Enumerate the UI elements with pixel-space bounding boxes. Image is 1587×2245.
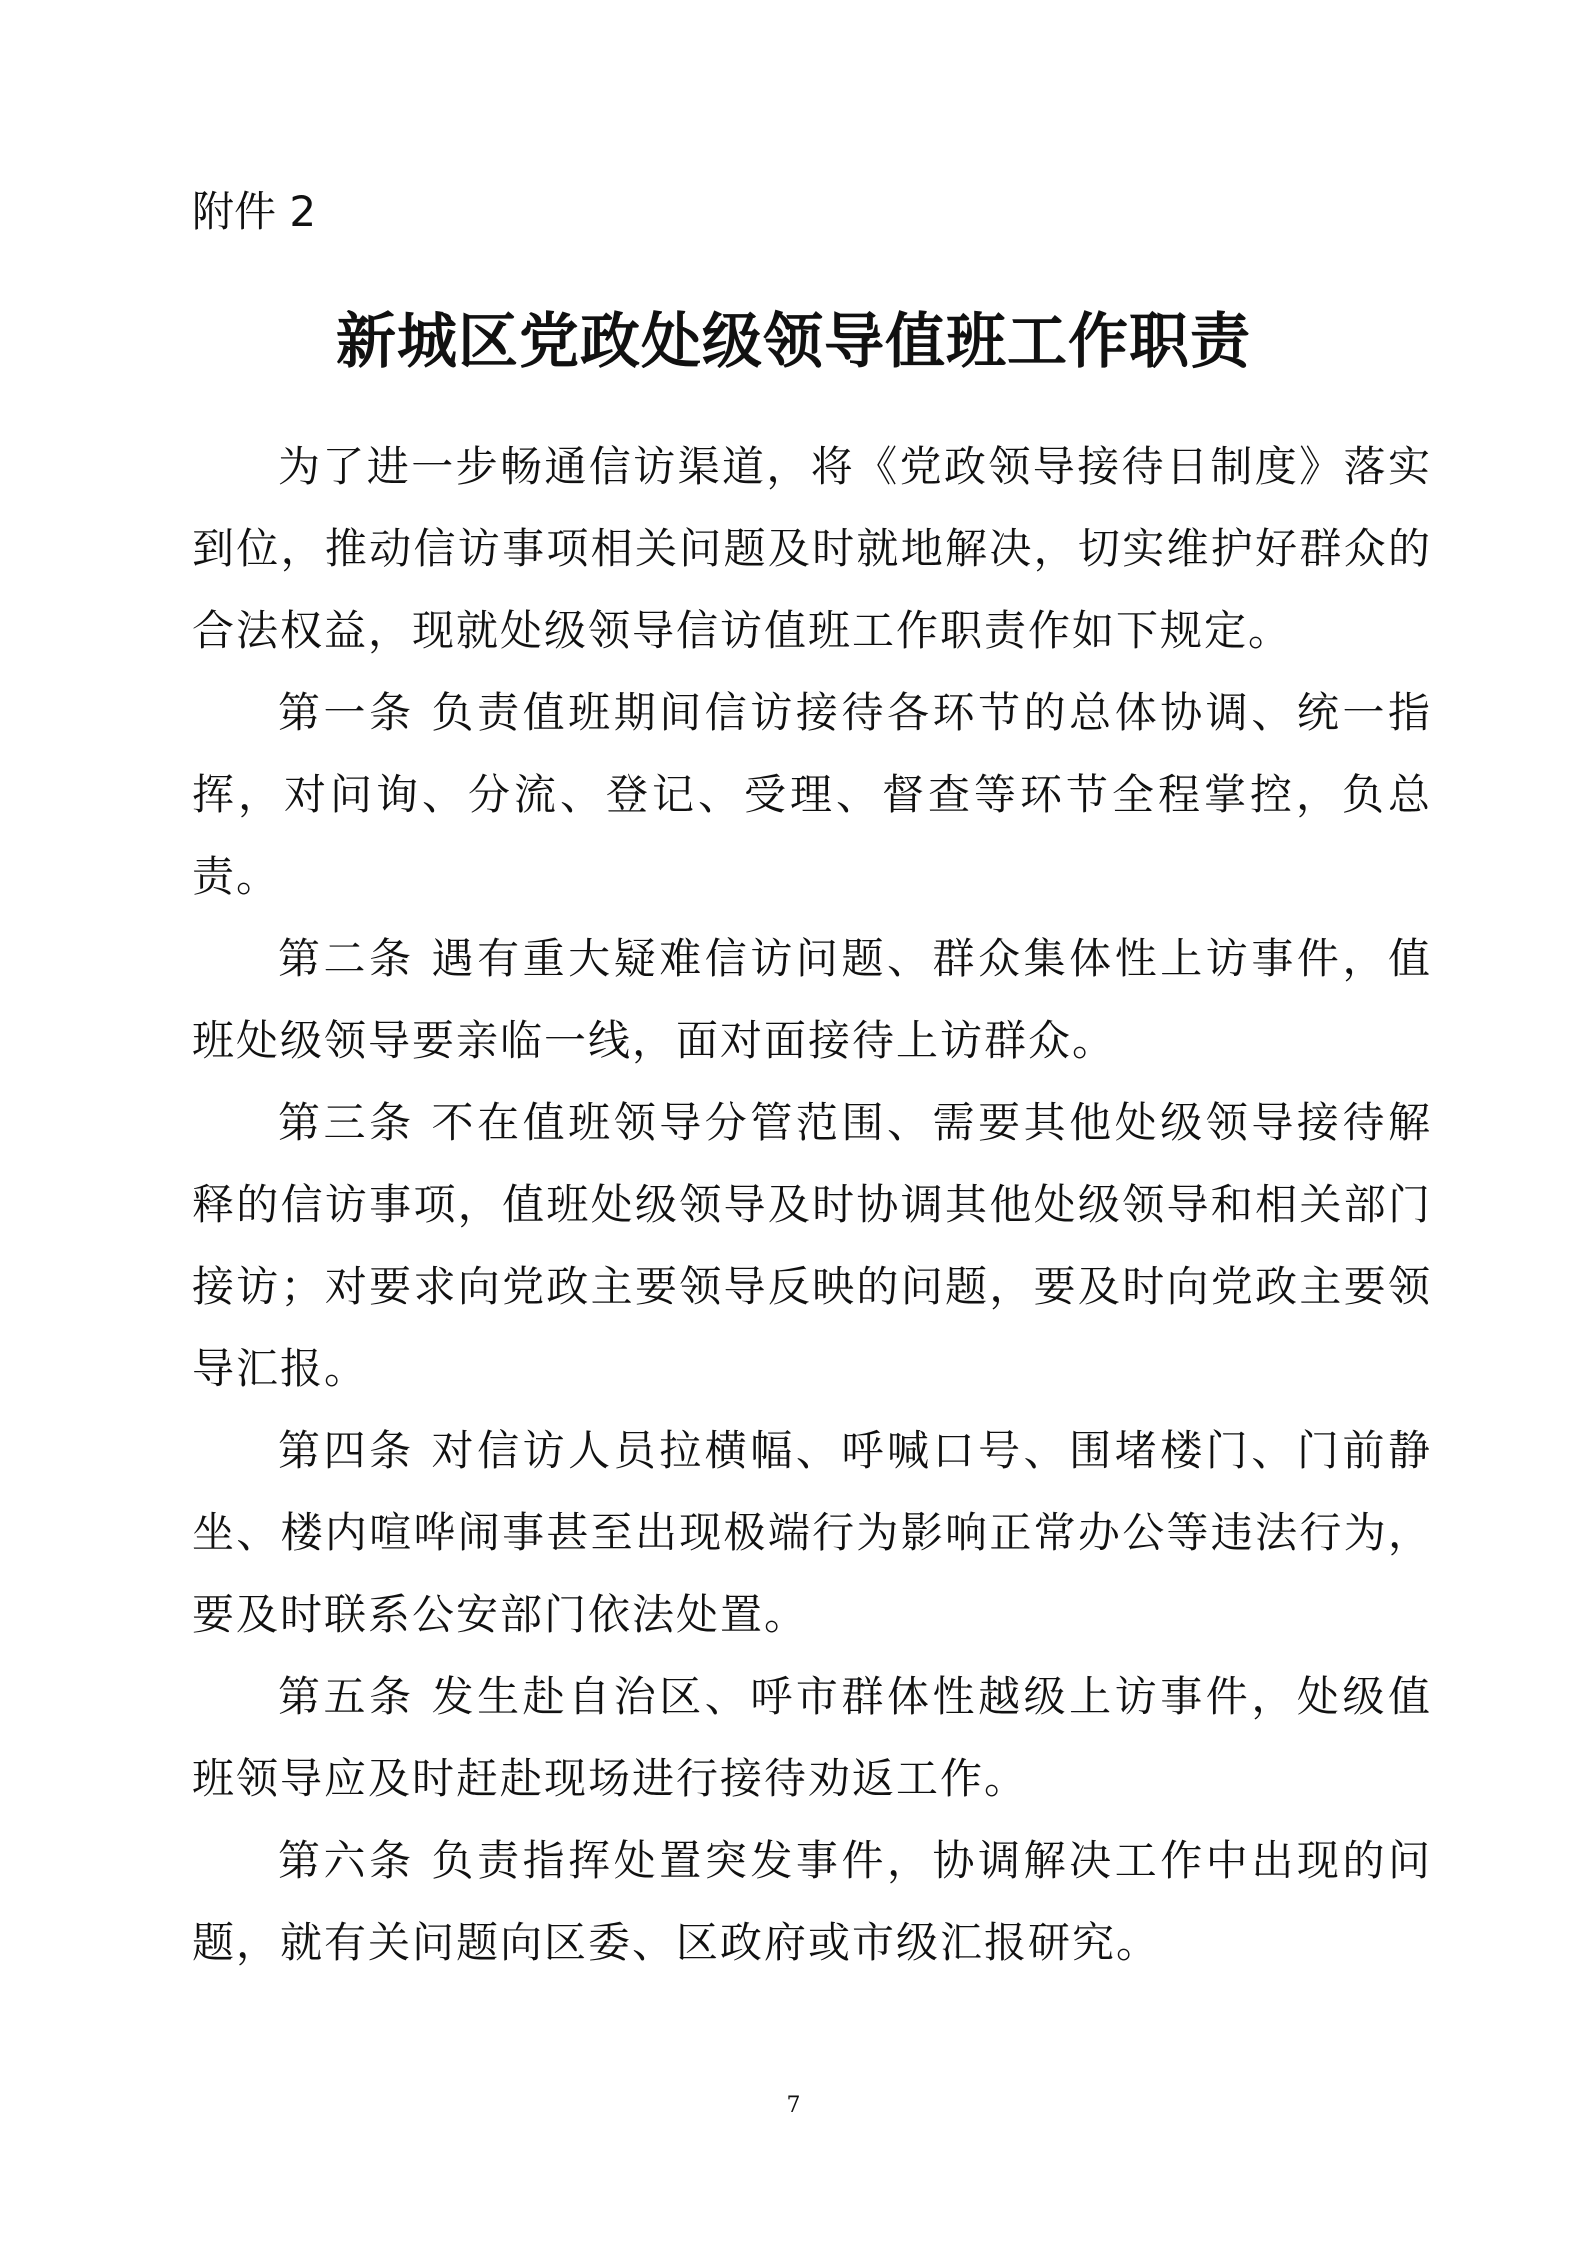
paragraph-article-1: 第一条 负责值班期间信访接待各环节的总体协调、统一指挥，对问询、分流、登记、受理、督查等环节全程掌控，负总责。 xyxy=(192,688,1432,901)
paragraph-intro: 为了进一步畅通信访渠道，将《党政领导接待日制度》落实到位，推动信访事项相关问题及时就地解决，切实维护好群众的合法权益，现就处级领导信访值班工作职责作如下规定。 xyxy=(192,442,1432,655)
attachment-label: 附件 2 xyxy=(192,187,317,236)
paragraph-article-6: 第六条 负责指挥处置突发事件，协调解决工作中出现的问题，就有关问题向区委、区政府或市级汇报研究。 xyxy=(192,1836,1432,1967)
paragraph-article-3: 第三条 不在值班领导分管范围、需要其他处级领导接待解释的信访事项，值班处级领导及时协调其他处级领导和相关部门接访；对要求向党政主要领导反映的问题，要及时向党政主要领导汇报。 xyxy=(192,1098,1432,1393)
document-title: 新城区党政处级领导值班工作职责 xyxy=(336,307,1251,377)
paragraph-article-4: 第四条 对信访人员拉横幅、呼喊口号、围堵楼门、门前静坐、楼内喧哗闹事甚至出现极端行为影响正常办公等违法行为，要及时联系公安部门依法处置。 xyxy=(192,1426,1432,1639)
page-number: 7 xyxy=(786,2093,801,2118)
paragraph-article-2: 第二条 遇有重大疑难信访问题、群众集体性上访事件，值班处级领导要亲临一线，面对面接待上访群众。 xyxy=(192,934,1432,1065)
document-body xyxy=(192,426,1432,1984)
paragraph-article-5: 第五条 发生赴自治区、呼市群体性越级上访事件，处级值班领导应及时赶赴现场进行接待劝返工作。 xyxy=(192,1672,1432,1803)
